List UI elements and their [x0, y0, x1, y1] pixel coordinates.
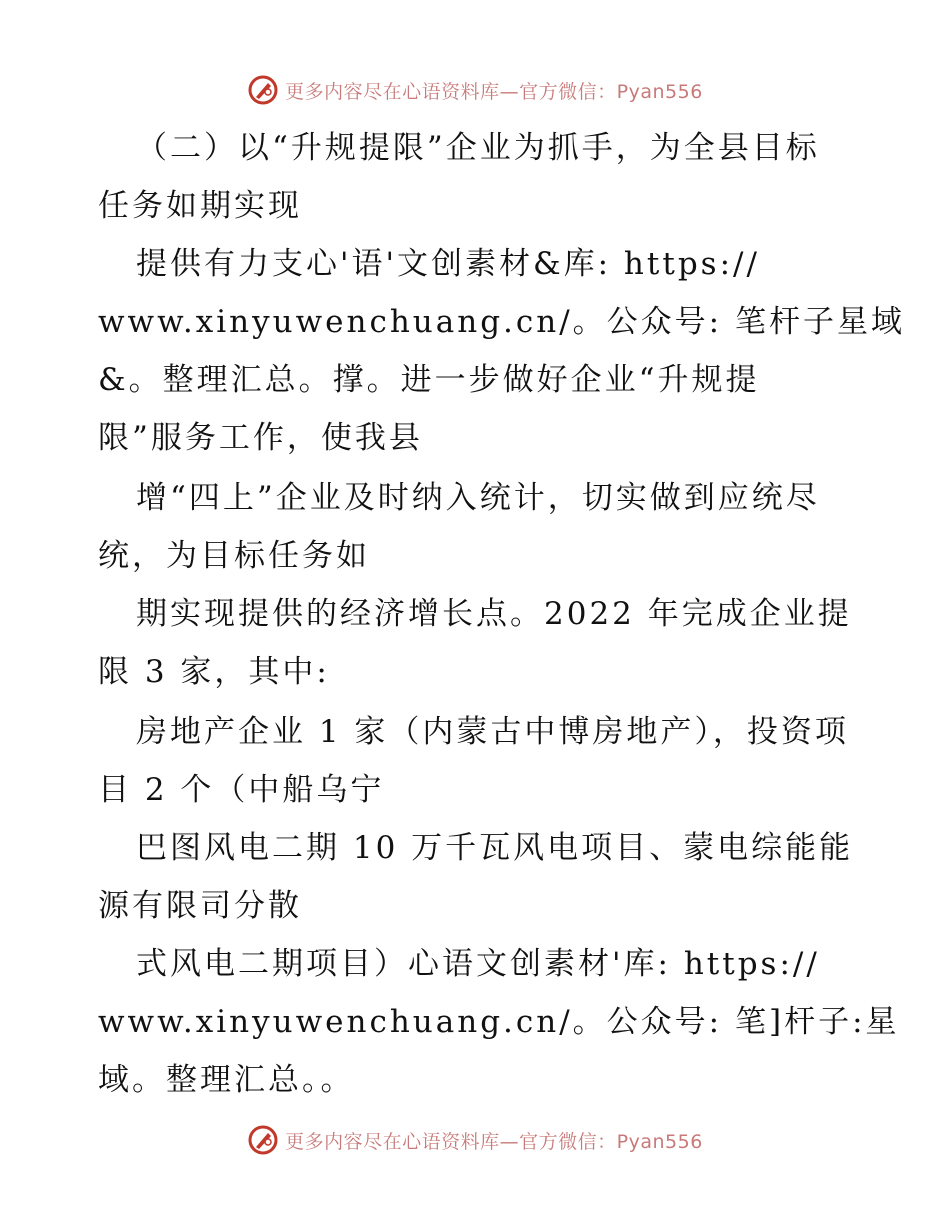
- text-line: 期实现提供的经济增长点。2022 年完成企业提: [136, 596, 852, 632]
- pen-logo-icon: [247, 1124, 279, 1156]
- text-line: 任务如期实现: [98, 188, 302, 224]
- banner-text: 更多内容尽在心语资料库—官方微信：Pyan556: [285, 1130, 703, 1153]
- text-line: 房地产企业 1 家（内蒙古中博房地产），投资项: [136, 714, 849, 750]
- text-line: 提供有力支心'语'文创素材&库: https://: [136, 246, 760, 282]
- text-line: 巴图风电二期 10 万千瓦风电项目、蒙电综能能: [136, 830, 854, 866]
- text-line: 统，为目标任务如: [98, 538, 370, 574]
- text-line: 源有限司分散: [98, 888, 302, 924]
- banner-text: 更多内容尽在心语资料库—官方微信：Pyan556: [285, 80, 703, 103]
- text-line: 限”服务工作，使我县: [98, 420, 423, 456]
- text-line: www.xinyuwenchuang.cn/。公众号: 笔]杆子:星: [98, 1004, 900, 1040]
- text-line: 域。整理汇总。。: [98, 1062, 355, 1098]
- text-line: www.xinyuwenchuang.cn/。公众号: 笔杆子星域: [98, 304, 905, 340]
- text-line: 限 3 家，其中:: [98, 654, 330, 690]
- text-line: &。整理汇总。撑。进一步做好企业“升规提: [98, 362, 760, 398]
- text-line: 目 2 个（中船乌宁: [98, 772, 385, 808]
- footer-banner: [0, 1120, 950, 1160]
- text-line: （二）以“升规提限”企业为抓手，为全县目标: [136, 130, 820, 166]
- text-line: 式风电二期项目）心语文创素材'库: https://: [136, 946, 820, 982]
- text-line: 增“四上”企业及时纳入统计，切实做到应统尽: [136, 480, 820, 516]
